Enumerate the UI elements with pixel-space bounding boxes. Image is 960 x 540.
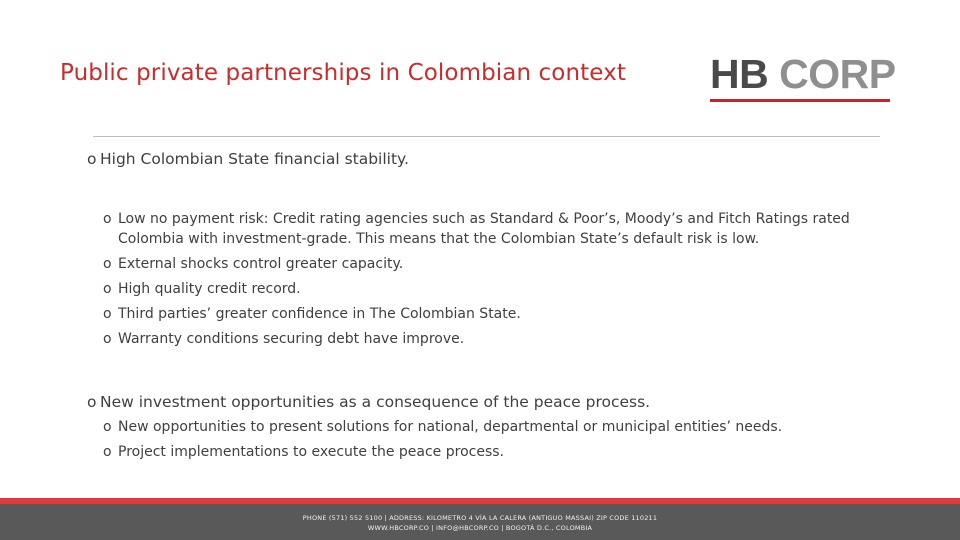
list-item: [103, 417, 893, 437]
bullet-marker: o: [87, 150, 97, 168]
list-item: [103, 329, 893, 349]
bullet-marker: o: [103, 281, 112, 297]
footer-web-line: WWW.HBCORP.CO | INFO@HBCORP.CO | BOGOTÁ D.C., COLOMBIA: [367, 524, 593, 532]
bullet-marker: o: [103, 256, 112, 272]
bullet-marker: o: [103, 419, 112, 435]
section-heading-peace-process: [87, 393, 650, 411]
bullet-marker: o: [87, 393, 97, 411]
section-heading-text: High Colombian State financial stability.: [100, 150, 409, 168]
logo-text-hb: HB: [710, 51, 769, 97]
hb-corp-logo: [710, 51, 896, 104]
logo-text-corp: CORP: [768, 51, 896, 97]
list-item-text: External shocks control greater capacity.: [118, 256, 404, 272]
list-item: [103, 209, 893, 249]
logo-text: [710, 52, 896, 96]
slide-title: Public private partnerships in Colombian context: [60, 60, 626, 86]
financial-stability-list: [103, 209, 893, 354]
bullet-marker: o: [103, 306, 112, 322]
list-item-text: High quality credit record.: [118, 281, 301, 297]
bullet-marker: o: [103, 331, 112, 347]
logo-underline: [710, 99, 890, 102]
peace-process-list: [103, 417, 893, 467]
section-heading-text: New investment opportunities as a consequence of the peace process.: [100, 393, 651, 411]
list-item: [103, 304, 893, 324]
list-item-text: Low no payment risk: Credit rating agencies such as Standard & Poor’s, Moody’s and Fitch Ratings rated Colombia with investment-grade. This means that the Colombian State’s default risk is low.: [118, 211, 850, 247]
list-item-text: New opportunities to present solutions for national, departmental or municipal entities’ needs.: [118, 419, 783, 435]
bullet-marker: o: [103, 211, 112, 227]
list-item-text: Project implementations to execute the peace process.: [118, 444, 504, 460]
footer-accent-line: [0, 498, 960, 504]
title-divider: [93, 136, 880, 137]
list-item: [103, 279, 893, 299]
footer-contact-line: PHONE (571) 552 5100 | ADDRESS: KILOMETRO 4 VÍA LA CALERA (ANTIGUO MASSAI) ZIP CODE 110211: [302, 514, 658, 522]
bullet-marker: o: [103, 444, 112, 460]
list-item-text: Warranty conditions securing debt have improve.: [118, 331, 465, 347]
list-item: [103, 254, 893, 274]
list-item-text: Third parties’ greater confidence in The Colombian State.: [118, 306, 521, 322]
list-item: [103, 442, 893, 462]
section-heading-financial-stability: [87, 150, 409, 168]
